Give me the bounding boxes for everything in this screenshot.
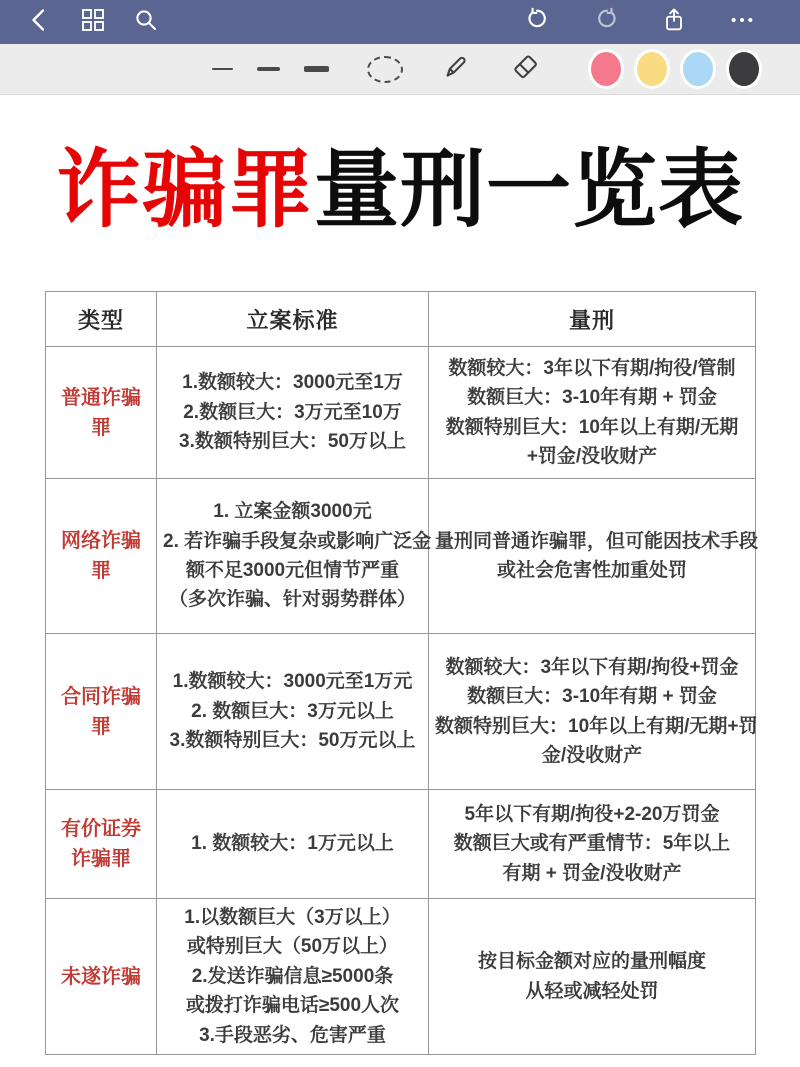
filing-standard-cell: 1.数额较大：3000元至1万元 2. 数额巨大：3万元以上 3.数额特别巨大：50万元以上 [157,634,429,790]
stroke-medium-icon [257,67,280,71]
pages-overview-button[interactable] [79,8,107,36]
navbar-left-group [26,8,160,36]
chevron-left-icon [27,7,53,38]
note-page [0,141,800,1055]
pen-color-pink[interactable] [591,52,621,86]
back-button[interactable] [26,8,54,36]
table-row [46,899,756,1055]
more-button[interactable] [728,8,756,36]
search-button[interactable] [132,8,160,36]
eraser-icon [509,51,541,88]
sentencing-cell: 数额较大：3年以下有期/拘役+罚金 数额巨大：3-10年有期 + 罚金 数额特别巨大：10年以上有期/无期+罚 金/没收财产 [429,634,756,790]
table-header-row [46,292,756,347]
top-navbar [0,0,800,44]
search-icon [133,7,159,38]
sentencing-cell: 数额较大：3年以下有期/拘役/管制 数额巨大：3-10年有期 + 罚金 数额特别巨大：10年以上有期/无期 +罚金/没收财产 [429,347,756,479]
filing-standard-cell: 1. 立案金额3000元 2. 若诈骗手段复杂或影响广泛金 额不足3000元但情节严重 （多次诈骗、针对弱势群体） [157,479,429,634]
stroke-thick-icon [304,66,329,72]
filing-standard-cell: 1. 数额较大：1万元以上 [157,790,429,899]
pen-toolbar [0,44,800,95]
filing-standard-cell: 1.以数额巨大（3万以上） 或特别巨大（50万以上） 2.发送诈骗信息≥5000条 或拨打诈骗电话≥500人次 3.手段恶劣、危害严重 [157,899,429,1055]
undo-icon [525,7,551,38]
crime-type-cell: 普通诈骗罪 [46,347,157,479]
table-row [46,790,756,899]
ellipsis-icon [729,7,755,38]
filing-standard-cell: 1.数额较大：3000元至1万 2.数额巨大：3万元至10万 3.数额特别巨大：50万以上 [157,347,429,479]
table-row [46,347,756,479]
lasso-icon [367,56,403,83]
crime-type-cell: 网络诈骗罪 [46,479,157,634]
stroke-thick-button[interactable] [304,66,329,72]
navbar-right-group [524,0,756,44]
undo-button[interactable] [524,8,552,36]
sentencing-table [45,291,759,1055]
header-filing-standard: 立案标准 [157,292,429,347]
pencil-icon [439,51,471,88]
share-icon [661,7,687,38]
redo-icon [593,7,619,38]
stroke-thin-icon [212,68,233,71]
header-sentencing: 量刑 [429,292,756,347]
pen-color-light-blue[interactable] [683,52,713,86]
lasso-tool-button[interactable] [353,56,403,83]
sentencing-cell: 按目标金额对应的量刑幅度 从轻或减轻处罚 [429,899,756,1055]
share-button[interactable] [660,8,688,36]
table-row [46,479,756,634]
pen-color-black[interactable] [729,52,759,86]
stroke-thin-button[interactable] [212,68,233,71]
title-black-part: 量刑一览表 [314,143,745,238]
grid-icon [80,7,106,38]
sentencing-cell: 量刑同普通诈骗罪，但可能因技术手段 或社会危害性加重处罚 [429,479,756,634]
stroke-medium-button[interactable] [257,67,280,71]
page-title [0,141,800,243]
crime-type-cell: 未遂诈骗 [46,899,157,1055]
eraser-tool-button[interactable] [509,51,541,88]
pen-color-group [565,52,759,86]
table-row [46,634,756,790]
pencil-tool-button[interactable] [439,51,471,88]
sentencing-cell: 5年以下有期/拘役+2-20万罚金 数额巨大或有严重情节：5年以上 有期 + 罚金/没收财产 [429,790,756,899]
table-body [46,347,759,1055]
title-red-part: 诈骗罪 [55,143,314,238]
crime-type-cell: 有价证券诈骗罪 [46,790,157,899]
crime-type-cell: 合同诈骗罪 [46,634,157,790]
redo-button[interactable] [592,8,620,36]
header-type: 类型 [46,292,157,347]
pen-color-yellow[interactable] [637,52,667,86]
